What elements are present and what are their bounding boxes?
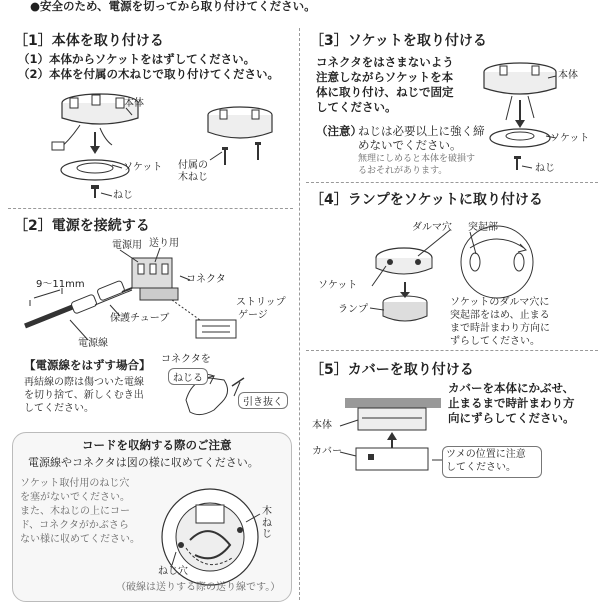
section4-desc-1: ソケットのダルマ穴に: [450, 297, 550, 308]
section3-caution-label: （注意）: [316, 124, 362, 138]
section5-desc-3: 向にずらしてください。: [448, 411, 575, 425]
label-connector: コネクタ: [186, 274, 226, 285]
section2-title: ［2］電源を接続する: [14, 218, 150, 234]
remove-wire-title: 【電源線をはずす場合】: [24, 358, 151, 372]
label-feed-port: 送り用: [149, 238, 179, 249]
section1-step1: （1）本体からソケットをはずしてください。: [18, 52, 256, 66]
section5-title: ［5］カバーを取り付ける: [310, 362, 474, 378]
label-body-5: 本体: [312, 420, 332, 431]
section3-line2: 注意しながらソケットを本: [316, 70, 454, 84]
label-power-wire: 電源線: [78, 338, 108, 349]
pull-out-callout: 引き抜く: [238, 392, 288, 409]
section3-small-2: るおそれがあります。: [358, 166, 448, 176]
section4-desc-3: まで時計まわり方向に: [450, 323, 550, 334]
label-wood-screw-b: 木ねじ: [178, 172, 208, 183]
section5-desc-1: カバーを本体にかぶせ、: [448, 381, 575, 395]
label-wood-screw-a: 付属の: [178, 160, 208, 171]
label-strip-length: 9～11mm: [36, 279, 85, 290]
section4-title: ［4］ランプをソケットに取り付ける: [310, 192, 543, 208]
section3-caution-1: ねじは必要以上に強く締: [358, 124, 485, 138]
note-line2: を塞がないでください。: [20, 492, 130, 503]
safety-warning: ●安全のため、電源を切ってから取り付けてください。: [30, 0, 316, 13]
section1-step2: （2）本体を付属の木ねじで取り付けてください。: [18, 67, 279, 81]
section3-line4: してください。: [316, 100, 397, 114]
label-body-1: 本体: [124, 98, 144, 109]
label-strip-gauge-b: ゲージ: [238, 310, 268, 321]
section3-small-1: 無理にしめると本体を破損す: [358, 154, 476, 164]
label-daruma-hole: ダルマ穴: [412, 222, 452, 233]
section4-desc-4: ずらしてください。: [450, 336, 540, 347]
label-boss: 突起部: [468, 222, 498, 233]
section3-line1: コネクタをはさまないよう: [316, 55, 454, 69]
twist-connector-label: コネクタを: [161, 354, 211, 365]
section3-line3: 体に取り付け、ねじで固定: [316, 85, 454, 99]
note-line5: ない様に収めてください。: [20, 534, 140, 545]
label-socket-3: ソケット: [550, 133, 590, 144]
label-socket-1: ソケット: [123, 162, 163, 173]
label-socket-4: ソケット: [318, 280, 358, 291]
note-screw-hole-label: ねじ穴: [158, 566, 188, 577]
section5-desc-2: 止まるまで時計まわり方: [448, 396, 575, 410]
note-title: コードを収納する際のご注意: [82, 438, 232, 452]
label-screw-3: ねじ: [535, 163, 555, 174]
label-screw-1: ねじ: [113, 190, 133, 201]
section3-title: ［3］ソケットを取り付ける: [310, 33, 487, 49]
twist-callout: ねじる: [168, 368, 208, 385]
label-power-port: 電源用: [112, 240, 142, 251]
note-wood-screw-label: 木ねじ: [262, 506, 272, 540]
note-footnote: （破線は送りする際の送り線です。）: [116, 582, 281, 593]
label-body-3: 本体: [558, 70, 578, 81]
remove-wire-line1: 再結線の際は傷ついた電線: [24, 377, 144, 388]
claw-note-2: してください。: [446, 462, 516, 473]
note-line1: ソケット取付用のねじ穴: [20, 478, 130, 489]
remove-wire-line2: を切り捨て、新しくむき出: [24, 390, 144, 401]
label-cover: カバー: [312, 446, 342, 457]
label-strip-gauge-a: ストリップ: [236, 297, 286, 308]
label-lamp: ランプ: [338, 304, 368, 315]
section3-caution-2: めないでください。: [358, 138, 462, 152]
section1-title: ［1］本体を取り付ける: [14, 33, 164, 49]
note-line4: ド、コネクタがかぶさら: [20, 520, 129, 531]
section4-desc-2: 突起部をはめ、止まる: [450, 310, 550, 321]
label-protect-tube: 保護チューブ: [110, 313, 170, 324]
note-subtitle: 電源線やコネクタは図の様に収めてください。: [28, 456, 259, 469]
claw-note-1: ツメの位置に注意: [446, 449, 526, 460]
remove-wire-line3: してください。: [24, 403, 94, 414]
note-line3: また、木ねじの上にコー: [20, 506, 130, 517]
